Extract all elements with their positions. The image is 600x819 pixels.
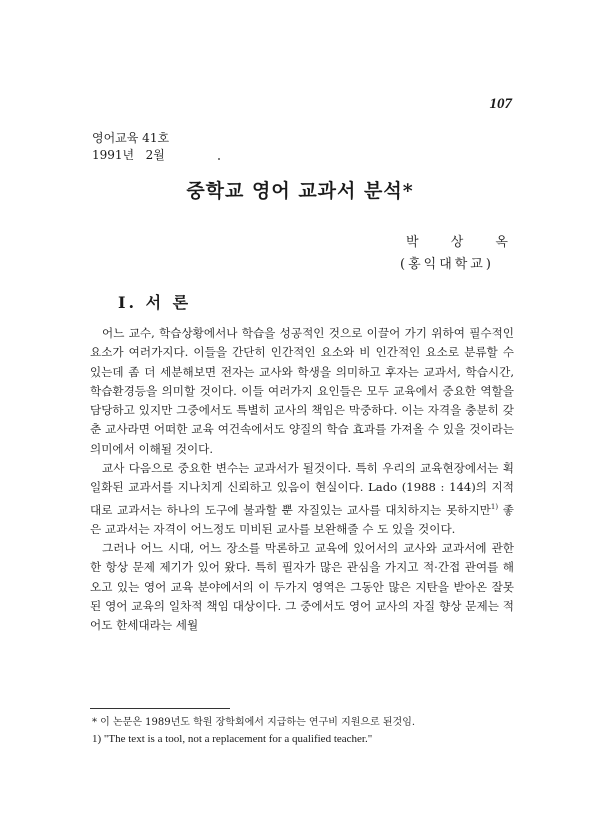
section-heading: I. 서 론	[118, 293, 192, 312]
funding-note: * 이 논문은 1989년도 학원 장학회에서 지급하는 연구비 지원으로 된것임.	[92, 717, 416, 728]
paper-title: 중학교 영어 교과서 분석*	[186, 180, 414, 202]
paragraph-3: 그러나 어느 시대, 어느 장소를 막론하고 교육에 있어서의 교사와 교과서에 관한 한 항상 문제 제기가 있어 왔다. 특히 필자가 많은 관심을 가지고 적·간접 관여를 해오고 있는 영어 교육 분야에서의 이 두가지 영역은 그동안 많은 지탄을 받아온 잘못된 영어 교육의 일차적 책임 대상이다. 그 중에서도 영어 교사의 자질 향상 문제는 적어도 한세대라는 세월	[90, 541, 514, 633]
footnote-divider	[90, 708, 230, 709]
journal-date: 1991년 2월	[92, 148, 165, 162]
author-block	[400, 232, 522, 276]
footnote-marker: 1)	[490, 502, 499, 511]
journal-info	[92, 130, 169, 164]
paragraph-2-part-1: 교사 다음으로 중요한 변수는 교과서가 될것이다. 특히 우리의 교육현장에서는 획일화된 교과서를 지나치게 신뢰하고 있음이 현실이다. Lado (1988 : 144)의 지적대로 교과서는 하나의 도구에 불과할 뿐 자질있는 교사를 대치하지는 못하지만	[90, 461, 514, 517]
footnote-1: 1) "The text is a tool, not a replacement for a qualified teacher."	[92, 733, 373, 745]
author-name: 박 상 옥	[406, 235, 522, 250]
paragraph-2-part-2: 좋은 교과서는 자격이 어느정도 미비된 교사를 보완해줄 수 도 있을 것이다.	[90, 502, 514, 536]
footnotes	[92, 714, 415, 748]
paragraph-2	[90, 459, 514, 539]
journal-issue: 영어교육 41호	[92, 131, 170, 145]
stray-dot	[218, 158, 220, 160]
body-text	[90, 324, 514, 636]
page-number: 107	[489, 96, 512, 112]
paragraph-1: 어느 교수, 학습상황에서나 학습을 성공적인 것으로 이끌어 가기 위하여 필수적인 요소가 여러가지다. 이들을 간단히 인간적인 요소와 비 인간적인 요소로 분류할 수 있는데 좀 더 세분해보면 전자는 교사와 학생을 의미하고 후자는 교과서, 학습시간, 학습환경등을 의미할 것이다. 이들 여러가지 요인들은 모두 교육에서 중요한 역할을 담당하고 있지만 그중에서도 특별히 교사의 책임은 막중하다. 이는 자격을 충분히 갖춘 교사라면 어떠한 교육 여건속에서도 양질의 학습 효과를 가져올 수 있을 것이라는 의미에서 이해될 것이다.	[90, 326, 514, 456]
author-affiliation: (홍익대학교)	[400, 257, 494, 272]
